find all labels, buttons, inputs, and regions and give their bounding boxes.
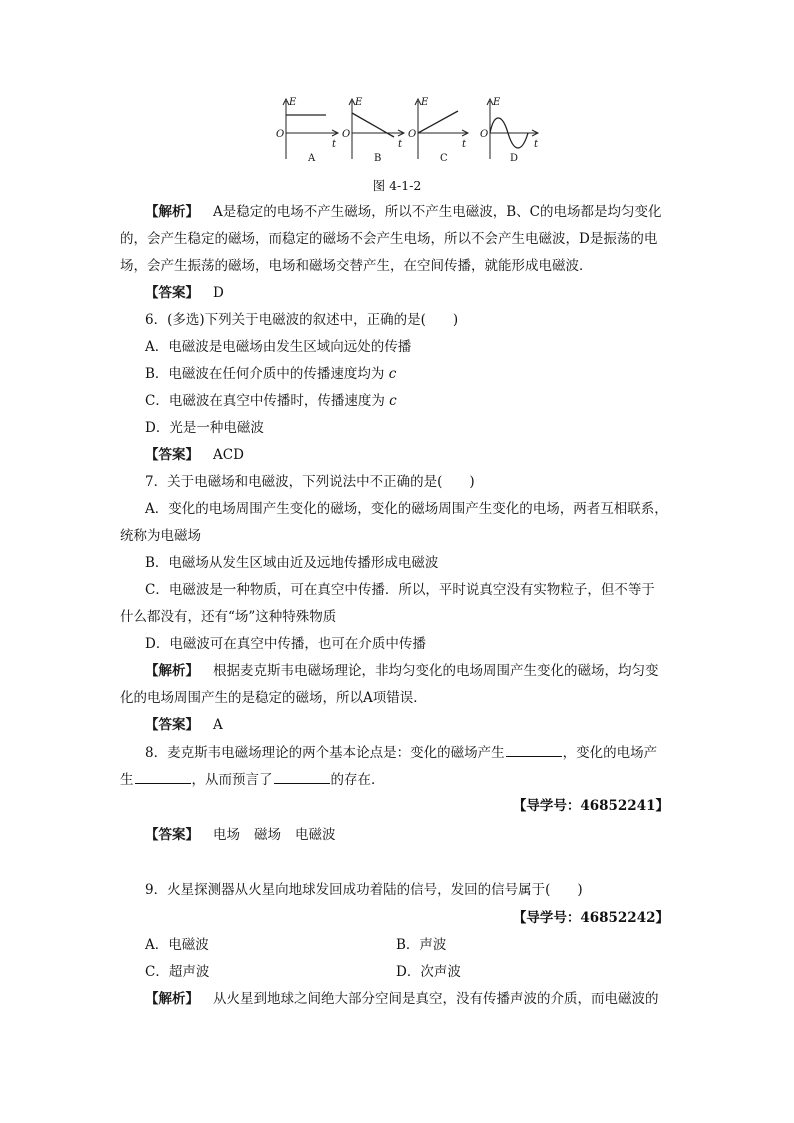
q6-option-a: A．电磁波是电磁场由发生区域向远处的传播 [145,339,412,355]
panel-d-e-label: E [493,97,501,108]
q7-option-a-line1: A．变化的电场周围产生变化的磁场，变化的磁场周围产生变化的电场，两者互相联系， [145,501,668,517]
q9-guide-number: 【导学号：46852242】 [512,910,669,926]
q6-option-b: B．电磁波在任何介质中的传播速度均为 c [145,366,397,382]
panel-c-o-label: O [408,129,417,140]
e-t-graphs [270,95,550,167]
answer-tag: 【答案】 [145,447,199,463]
answer-blank-3[interactable] [274,769,330,784]
figure-caption: 图 4-1-2 [372,178,422,193]
q6-answer: 【答案】 ACD [145,447,244,463]
panel-b-e-label: E [355,97,363,108]
q6-stem: 6．(多选)下列关于电磁波的叙述中，正确的是( ) [145,312,459,328]
answer-tag: 【答案】 [145,717,199,733]
q9-analysis-line1: 【解析】 从火星到地球之间绝大部分空间是真空，没有传播声波的介质，而电磁波的 [145,991,659,1007]
q6-option-c: C．电磁波在真空中传播时，传播速度为 c [145,393,397,409]
q9-option-b: B．声波 [396,937,447,953]
q9-option-c: C．超声波 [145,964,210,980]
q7-option-c-line2: 什么都没有，还有“场”这种特殊物质 [120,609,337,625]
q5-analysis-line2: 的，会产生稳定的磁场，而稳定的磁场不会产生电场，所以不会产生电磁波，D是振荡的电 [120,231,658,247]
analysis-tag: 【解析】 [145,991,199,1007]
q8-answer: 【答案】 电场 磁场 电磁波 [145,827,336,843]
panel-d-o-label: O [480,129,489,140]
analysis-tag: 【解析】 [145,663,199,679]
q7-stem: 7．关于电磁场和电磁波，下列说法中不正确的是( ) [145,474,475,490]
q7-answer: 【答案】 A [145,717,223,733]
panel-d-label: D [510,153,519,164]
analysis-tag: 【解析】 [145,204,199,220]
panel-c-label: C [440,153,448,164]
panel-d-t-label: t [534,139,539,150]
answer-tag: 【答案】 [145,285,199,301]
q7-option-d: D．电磁波可在真空中传播，也可在介质中传播 [145,636,426,652]
q8-stem-line1: 8．麦克斯韦电磁场理论的两个基本论点是：变化的磁场产生 ，变化的电场产 [145,742,657,763]
panel-a-label: A [308,153,316,164]
q8-guide-number: 【导学号：46852241】 [512,798,669,814]
answer-tag: 【答案】 [145,827,199,843]
q5-analysis-line3: 场，会产生振荡的磁场，电场和磁场交替产生，在空间传播，就能形成电磁波． [120,258,593,274]
q6-option-d: D．光是一种电磁波 [145,420,264,436]
q8-stem-line2: 生 ，从而预言了 的存在． [120,769,385,790]
panel-b-o-label: O [342,129,351,140]
panel-a-t-label: t [332,139,337,150]
q9-stem: 9．火星探测器从火星向地球发回成功着陆的信号，发回的信号属于( ) [145,882,583,898]
answer-blank-1[interactable] [506,742,562,757]
panel-a-o-label: O [276,129,285,140]
q7-analysis-line2: 化的电场周围产生的是稳定的磁场，所以A项错误． [120,690,427,706]
panel-b-t-label: t [398,139,403,150]
q5-answer: 【答案】 D [145,285,224,301]
panel-b-label: B [374,153,382,164]
panel-c-curve [418,111,458,133]
q9-option-a: A．电磁波 [145,937,209,953]
q7-option-a-line2: 统称为电磁场 [120,528,201,544]
q7-analysis-line1: 【解析】 根据麦克斯韦电磁场理论，非均匀变化的电场周围产生变化的磁场，均匀变 [145,663,659,679]
q5-analysis-line1: 【解析】 A是稳定的电场不产生磁场，所以不产生电磁波，B、C的电场都是均匀变化 [145,204,662,220]
panel-a-e-label: E [289,97,297,108]
q7-option-c-line1: C．电磁波是一种物质，可在真空中传播．所以，平时说真空没有实物粒子，但不等于 [145,582,655,598]
answer-blank-2[interactable] [135,769,191,784]
figure-4-1-2 [270,95,550,167]
panel-c-e-label: E [421,97,429,108]
q7-option-b: B．电磁场从发生区域由近及远地传播形成电磁波 [145,555,439,571]
panel-c-t-label: t [462,139,467,150]
q9-option-d: D．次声波 [396,964,461,980]
